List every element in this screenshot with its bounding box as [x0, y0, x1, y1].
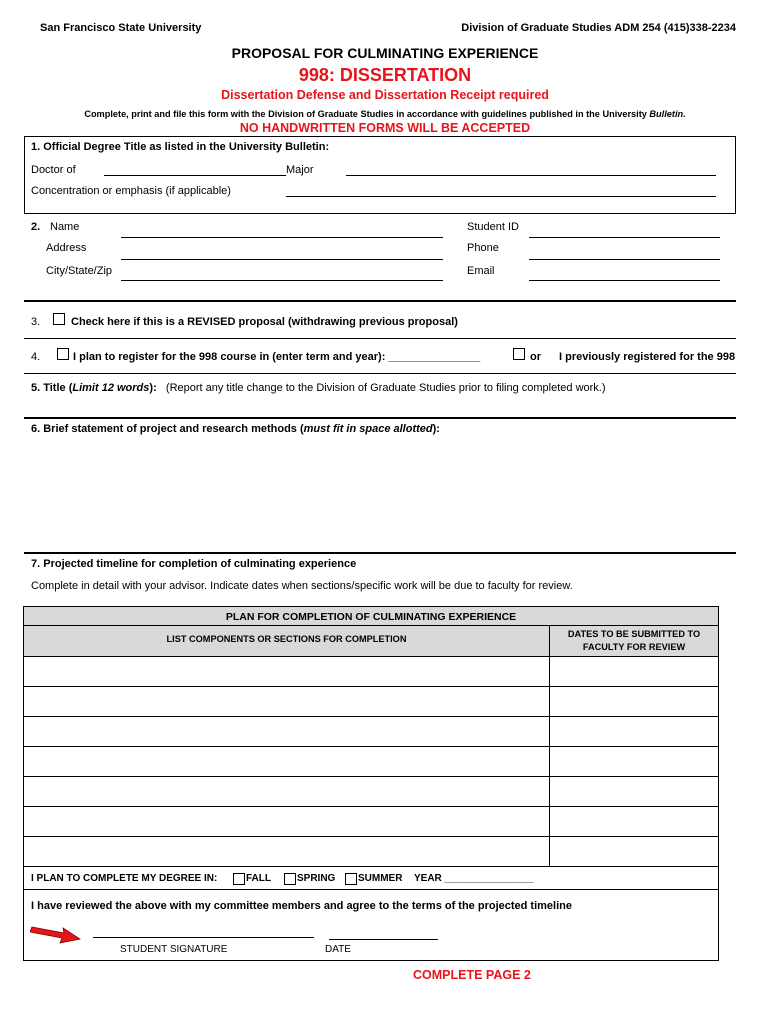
date-label: DATE [325, 944, 351, 955]
component-cell[interactable] [24, 777, 549, 806]
date-cell[interactable] [550, 657, 718, 686]
previously-registered-checkbox[interactable] [513, 348, 525, 360]
divider [24, 300, 736, 302]
component-cell[interactable] [24, 807, 549, 836]
components-column-header: LIST COMPONENTS OR SECTIONS FOR COMPLETION [166, 634, 407, 644]
doctor-of-field[interactable] [104, 175, 286, 176]
component-cell[interactable] [24, 717, 549, 746]
year-field[interactable]: YEAR ________________ [414, 873, 534, 884]
section4-number: 4. [31, 351, 41, 363]
complete-page-2: COMPLETE PAGE 2 [413, 968, 531, 982]
statement-heading: 6. Brief statement of project and research methods (must fit in space allotted): [31, 423, 440, 435]
component-cell[interactable] [24, 657, 549, 686]
requirement-note: Dissertation Defense and Dissertation Receipt required [221, 88, 549, 102]
plan-register-checkbox[interactable] [57, 348, 69, 360]
student-id-label: Student ID [467, 221, 519, 233]
degree-title-heading: 1. Official Degree Title as listed in the University Bulletin: [31, 141, 330, 153]
title-field[interactable] [24, 417, 736, 419]
previously-registered-label: I previously registered for the 998 [559, 351, 736, 363]
component-cell[interactable] [24, 747, 549, 776]
timeline-instructions: Complete in detail with your advisor. Indicate dates when sections/specific work will be due to faculty for review. [31, 580, 573, 592]
concentration-label: Concentration or emphasis (if applicable) [31, 185, 231, 197]
divider [24, 889, 718, 890]
filing-instructions: Complete, print and file this form with the Division of Graduate Studies in accordance with guidelines published in the University Bulletin. [84, 109, 686, 119]
university-name: San Francisco State University [40, 22, 202, 34]
arrow-right-icon [30, 918, 82, 944]
major-field[interactable] [346, 175, 716, 176]
date-cell[interactable] [550, 837, 718, 866]
doctor-of-label: Doctor of [31, 164, 76, 176]
student-id-field[interactable] [529, 237, 720, 238]
email-field[interactable] [529, 280, 720, 281]
spring-label: SPRING [297, 873, 336, 884]
dates-column-header-line1: DATES TO BE SUBMITTED TO [567, 629, 701, 639]
signature-label: STUDENT SIGNATURE [120, 944, 228, 955]
date-cell[interactable] [550, 717, 718, 746]
address-field[interactable] [121, 259, 443, 260]
title-heading: 5. Title (Limit 12 words): (Report any title change to the Division of Graduate Studies prior to filing completed work.) [31, 382, 606, 394]
proposal-title: PROPOSAL FOR CULMINATING EXPERIENCE [231, 45, 539, 61]
fall-checkbox[interactable] [233, 873, 245, 885]
date-cell[interactable] [550, 807, 718, 836]
summer-checkbox[interactable] [345, 873, 357, 885]
timeline-heading: 7. Projected timeline for completion of culminating experience [31, 558, 357, 570]
date-field[interactable] [329, 939, 438, 940]
name-field[interactable] [121, 237, 443, 238]
degree-plan-label: I PLAN TO COMPLETE MY DEGREE IN: [31, 873, 218, 884]
spring-checkbox[interactable] [284, 873, 296, 885]
dates-column-header-line2: FACULTY FOR REVIEW [582, 642, 686, 652]
revised-label: Check here if this is a REVISED proposal (withdrawing previous proposal) [71, 316, 458, 328]
signature-field[interactable] [93, 937, 314, 938]
fall-label: FALL [246, 873, 271, 884]
city-field[interactable] [121, 280, 443, 281]
summer-label: SUMMER [358, 873, 403, 884]
divider [24, 552, 736, 554]
name-label: Name [50, 221, 80, 233]
date-cell[interactable] [550, 777, 718, 806]
email-label: Email [467, 265, 495, 277]
city-label: City/State/Zip [46, 265, 113, 277]
plan-register-label: I plan to register for the 998 course in (enter term and year): _______________ [73, 351, 481, 363]
plan-table-title: PLAN FOR COMPLETION OF CULMINATING EXPERIENCE [225, 611, 517, 623]
component-cell[interactable] [24, 687, 549, 716]
revised-checkbox[interactable] [53, 313, 65, 325]
address-label: Address [46, 242, 87, 254]
concentration-field[interactable] [286, 196, 716, 197]
date-cell[interactable] [550, 687, 718, 716]
component-cell[interactable] [24, 837, 549, 866]
section2-number: 2. [31, 221, 41, 233]
statement-field[interactable] [24, 440, 736, 550]
or-label: or [530, 351, 541, 363]
divider [24, 373, 736, 374]
no-handwritten-warning: NO HANDWRITTEN FORMS WILL BE ACCEPTED [239, 121, 531, 135]
division-contact: Division of Graduate Studies ADM 254 (415)338-2234 [461, 22, 736, 34]
divider [24, 338, 736, 339]
table-row [24, 866, 718, 867]
phone-field[interactable] [529, 259, 720, 260]
course-title: 998: DISSERTATION [298, 65, 472, 85]
phone-label: Phone [467, 242, 499, 254]
divider [24, 625, 718, 626]
section3-number: 3. [31, 316, 41, 328]
agreement-text: I have reviewed the above with my committee members and agree to the terms of the projected timeline [31, 900, 572, 912]
major-label: Major [286, 164, 314, 176]
date-cell[interactable] [550, 747, 718, 776]
